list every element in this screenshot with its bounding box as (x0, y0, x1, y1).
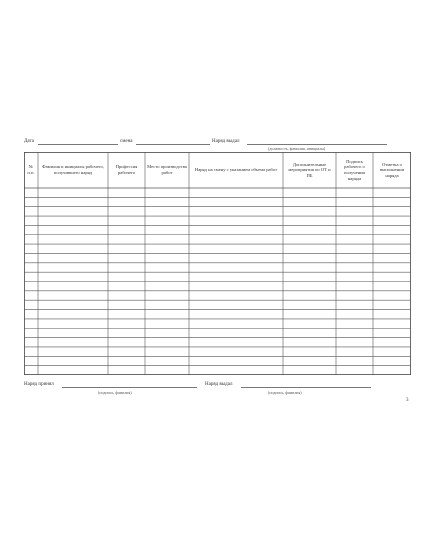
header-worker-signature: Подпись рабочего о получении наряда (343, 158, 365, 181)
issued-by-field[interactable] (247, 144, 387, 145)
header-completion-mark: Отметка о выполнении наряда (379, 161, 405, 178)
shift-label: смена (120, 139, 133, 144)
accepted-by-field[interactable] (62, 387, 197, 388)
header-worker-name: Фамилия и инициалы рабочего, получившего наряд (42, 164, 104, 175)
page-number: 3 (406, 398, 409, 403)
date-label: Дата (24, 139, 34, 144)
bottom-issued-by-label: Наряд выдал (205, 382, 233, 387)
bottom-issued-by-hint: (подпись, фамилия) (268, 390, 302, 395)
accepted-by-hint: (подпись, фамилия) (98, 390, 132, 395)
shift-field[interactable] (136, 144, 210, 145)
header-work-place: Место производства работ (147, 164, 187, 175)
header-profession: Профессия рабочего (115, 164, 138, 175)
header-number: № п.п. (27, 164, 35, 175)
bottom-issued-by-field[interactable] (241, 387, 371, 388)
accepted-by-label: Наряд принял (24, 382, 54, 387)
header-shift-order: Наряд на смену с указанием объема работ (194, 167, 278, 173)
issued-by-label: Наряд выдал (212, 139, 240, 144)
header-extra-measures: Дополнительные мероприятия по ОТ и ПБ (288, 161, 331, 178)
date-field[interactable] (38, 144, 118, 145)
issued-by-hint: (должность, фамилия, инициалы) (268, 146, 326, 151)
